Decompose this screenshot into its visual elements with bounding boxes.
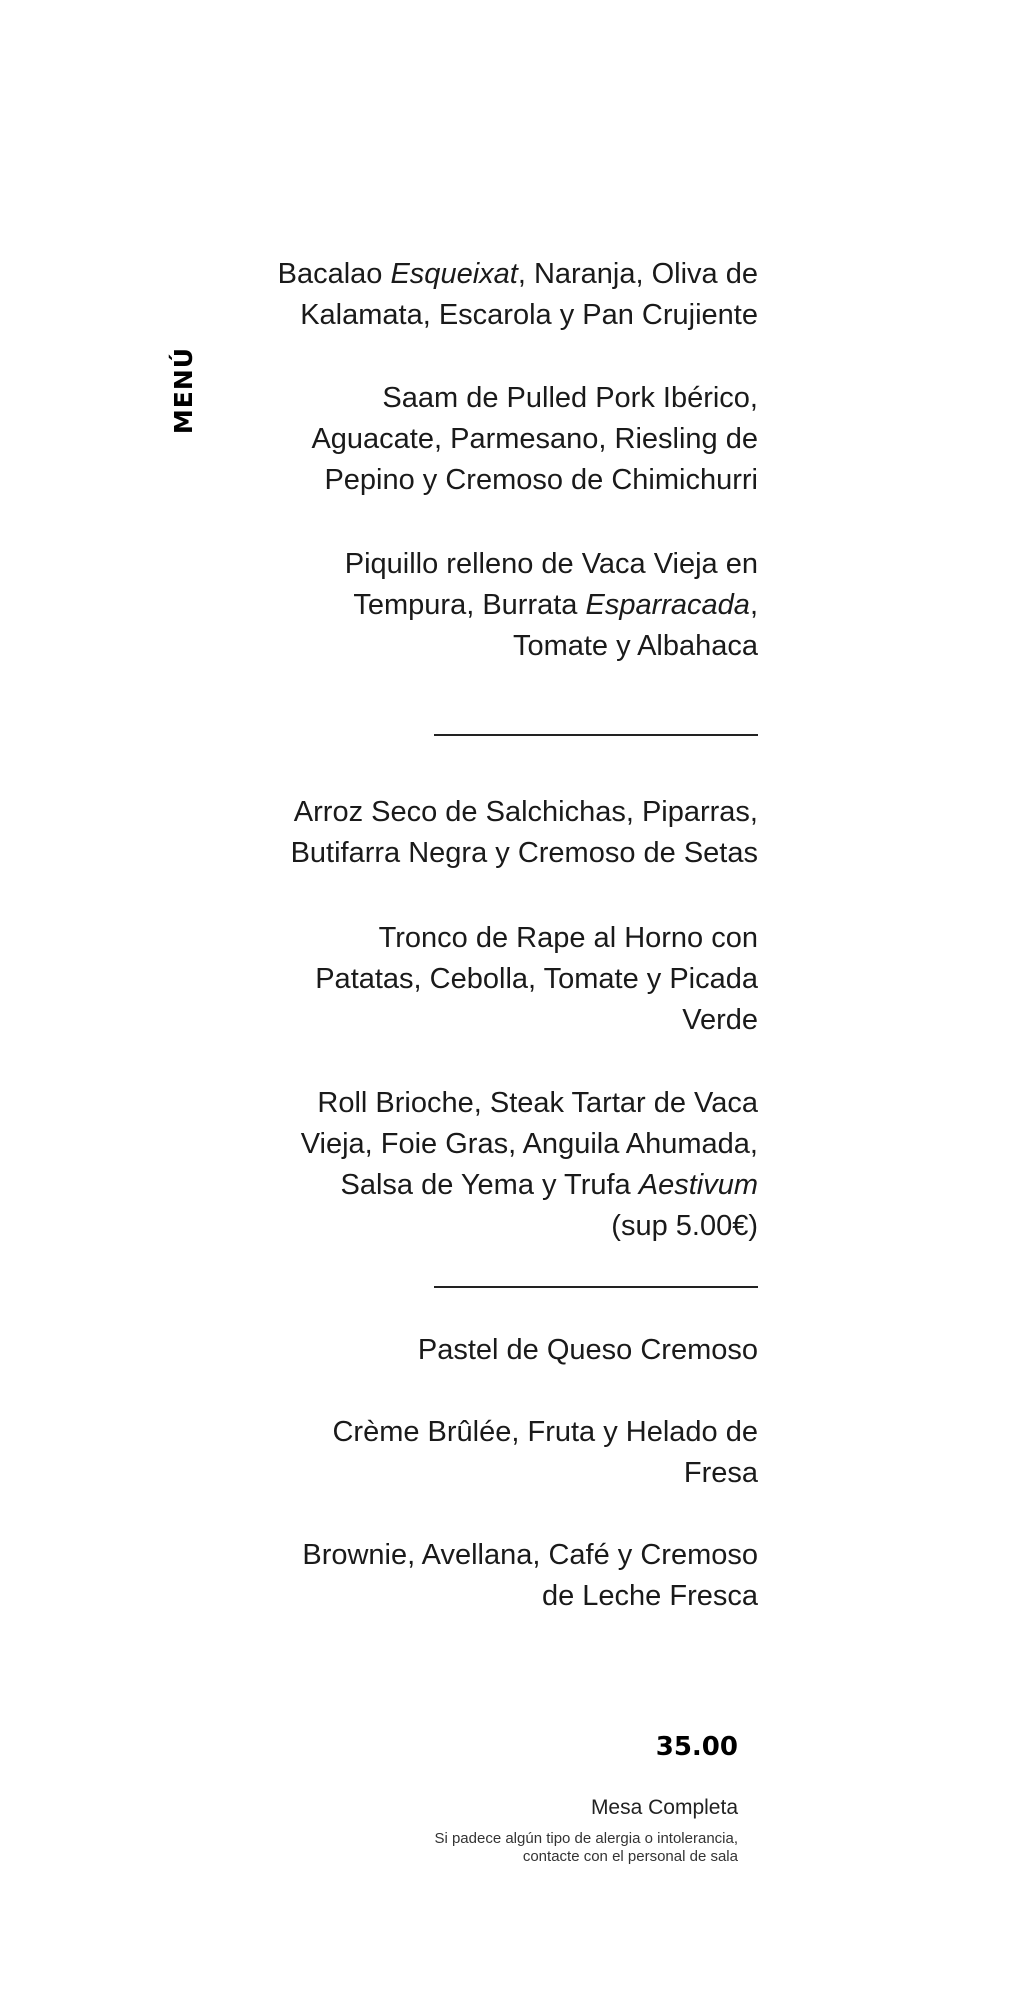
dish-line: Vieja, Foie Gras, Anguila Ahumada, bbox=[300, 1128, 758, 1160]
dish-line: Crème Brûlée, Fruta y Helado de bbox=[332, 1416, 758, 1448]
dish-line: Piquillo relleno de Vaca Vieja en bbox=[344, 548, 758, 580]
menu-title bbox=[168, 346, 200, 434]
dish-line: Tomate y Albahaca bbox=[512, 630, 758, 662]
dish-line: Kalamata, Escarola y Pan Crujiente bbox=[300, 299, 758, 331]
divider-mains-desserts bbox=[434, 1286, 758, 1288]
mesa-completa-note: Mesa Completa bbox=[590, 1796, 738, 1819]
dish-line: Arroz Seco de Salchichas, Piparras, bbox=[293, 796, 758, 828]
dish-item bbox=[250, 544, 758, 667]
dish-line: Fresa bbox=[683, 1457, 758, 1489]
dish-italic-term: Esparracada bbox=[585, 589, 750, 621]
dish-italic-term: Aestivum bbox=[638, 1169, 758, 1201]
dish-item bbox=[250, 792, 758, 874]
dish-line: de Leche Fresca bbox=[541, 1580, 758, 1612]
menu-title-text: MENÚ bbox=[169, 346, 199, 434]
dish-item bbox=[250, 378, 758, 501]
menu-price: 35.00 bbox=[655, 1732, 738, 1762]
dish-line: Tempura, Burrata Esparracada, bbox=[353, 589, 758, 621]
dish-line: Saam de Pulled Pork Ibérico, bbox=[382, 382, 758, 414]
dish-item bbox=[250, 1412, 758, 1494]
dish-line: Tronco de Rape al Horno con bbox=[378, 922, 758, 954]
dish-line: Verde bbox=[682, 1004, 758, 1036]
dish-line: Roll Brioche, Steak Tartar de Vaca bbox=[317, 1087, 758, 1119]
dish-line: Pepino y Cremoso de Chimichurri bbox=[324, 464, 758, 496]
dish-line: Pastel de Queso Cremoso bbox=[417, 1334, 758, 1366]
menu-column bbox=[250, 0, 758, 2000]
dish-line: Patatas, Cebolla, Tomate y Picada bbox=[315, 963, 758, 995]
dish-item bbox=[250, 1535, 758, 1617]
dish-item bbox=[250, 1330, 758, 1371]
dish-item bbox=[250, 918, 758, 1041]
dish-item bbox=[250, 1083, 758, 1247]
allergy-line-1: Si padece algún tipo de alergia o intolerancia, bbox=[434, 1830, 738, 1847]
divider-starters-mains bbox=[434, 734, 758, 736]
dish-line: Salsa de Yema y Trufa Aestivum bbox=[340, 1169, 758, 1201]
dish-line: Bacalao Esqueixat, Naranja, Oliva de bbox=[277, 258, 758, 290]
dish-item bbox=[250, 254, 758, 336]
allergy-notice bbox=[434, 1830, 738, 1866]
dish-line: Aguacate, Parmesano, Riesling de bbox=[311, 423, 758, 455]
dish-line: Butifarra Negra y Cremoso de Setas bbox=[290, 837, 758, 869]
dish-italic-term: Esqueixat bbox=[390, 258, 518, 290]
dish-line: (sup 5.00€) bbox=[611, 1210, 758, 1242]
dish-line: Brownie, Avellana, Café y Cremoso bbox=[302, 1539, 758, 1571]
allergy-line-2: contacte con el personal de sala bbox=[522, 1848, 738, 1865]
